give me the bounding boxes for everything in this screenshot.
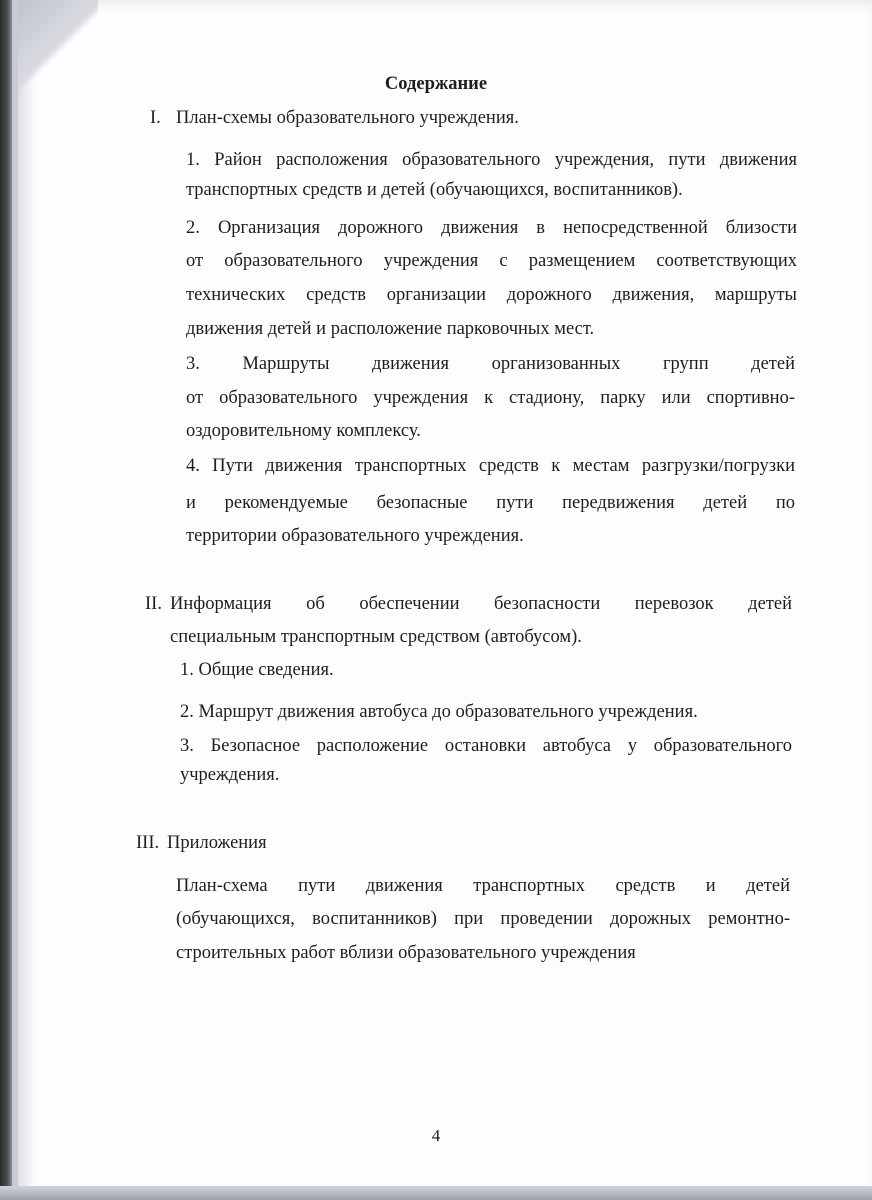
item-line: транспортных средств и детей (обучающихся, воспитанников).: [186, 180, 683, 200]
section-title: План-схемы образовательного учреждения.: [176, 108, 519, 128]
item-line: План-схема пути движения транспортных средств и детей: [176, 876, 790, 896]
section-title: Информация об обеспечении безопасности перевозок детей: [170, 594, 792, 614]
item-line: движения детей и расположение парковочных мест.: [186, 319, 595, 339]
item-line: и рекомендуемые безопасные пути передвижения детей по: [186, 493, 795, 513]
item-line: учреждения.: [180, 765, 280, 785]
item-line: территории образовательного учреждения.: [186, 526, 524, 546]
item-line: 2. Маршрут движения автобуса до образовательного учреждения.: [180, 702, 698, 722]
section-number: III.: [136, 833, 160, 853]
item-line: 4. Пути движения транспортных средств к местам разгрузки/погрузки: [186, 456, 795, 476]
page-number: 4: [431, 1126, 441, 1145]
item-line: от образовательного учреждения к стадиону, парку или спортивно-: [186, 388, 795, 408]
item-line: строительных работ вблизи образовательного учреждения: [176, 943, 636, 963]
section-number: I.: [150, 108, 161, 128]
page-title: Содержание: [384, 74, 488, 94]
item-line: 3. Безопасное расположение остановки автобуса у образовательного: [180, 736, 792, 756]
item-line: 1. Общие сведения.: [180, 660, 334, 680]
item-line: от образовательного учреждения с размещением соответствующих: [186, 251, 797, 271]
item-line: оздоровительному комплексу.: [186, 421, 421, 441]
section-title: специальным транспортным средством (автобусом).: [170, 627, 582, 647]
section-number: II.: [145, 594, 162, 614]
item-line: 2. Организация дорожного движения в непосредственной близости: [186, 218, 797, 238]
item-line: 1. Район расположения образовательного учреждения, пути движения: [186, 150, 797, 170]
section-title: Приложения: [167, 833, 267, 853]
item-line: 3. Маршруты движения организованных групп детей: [186, 354, 795, 374]
item-line: (обучающихся, воспитанников) при проведении дорожных ремонтно-: [176, 909, 790, 929]
item-line: технических средств организации дорожного движения, маршруты: [186, 285, 797, 305]
